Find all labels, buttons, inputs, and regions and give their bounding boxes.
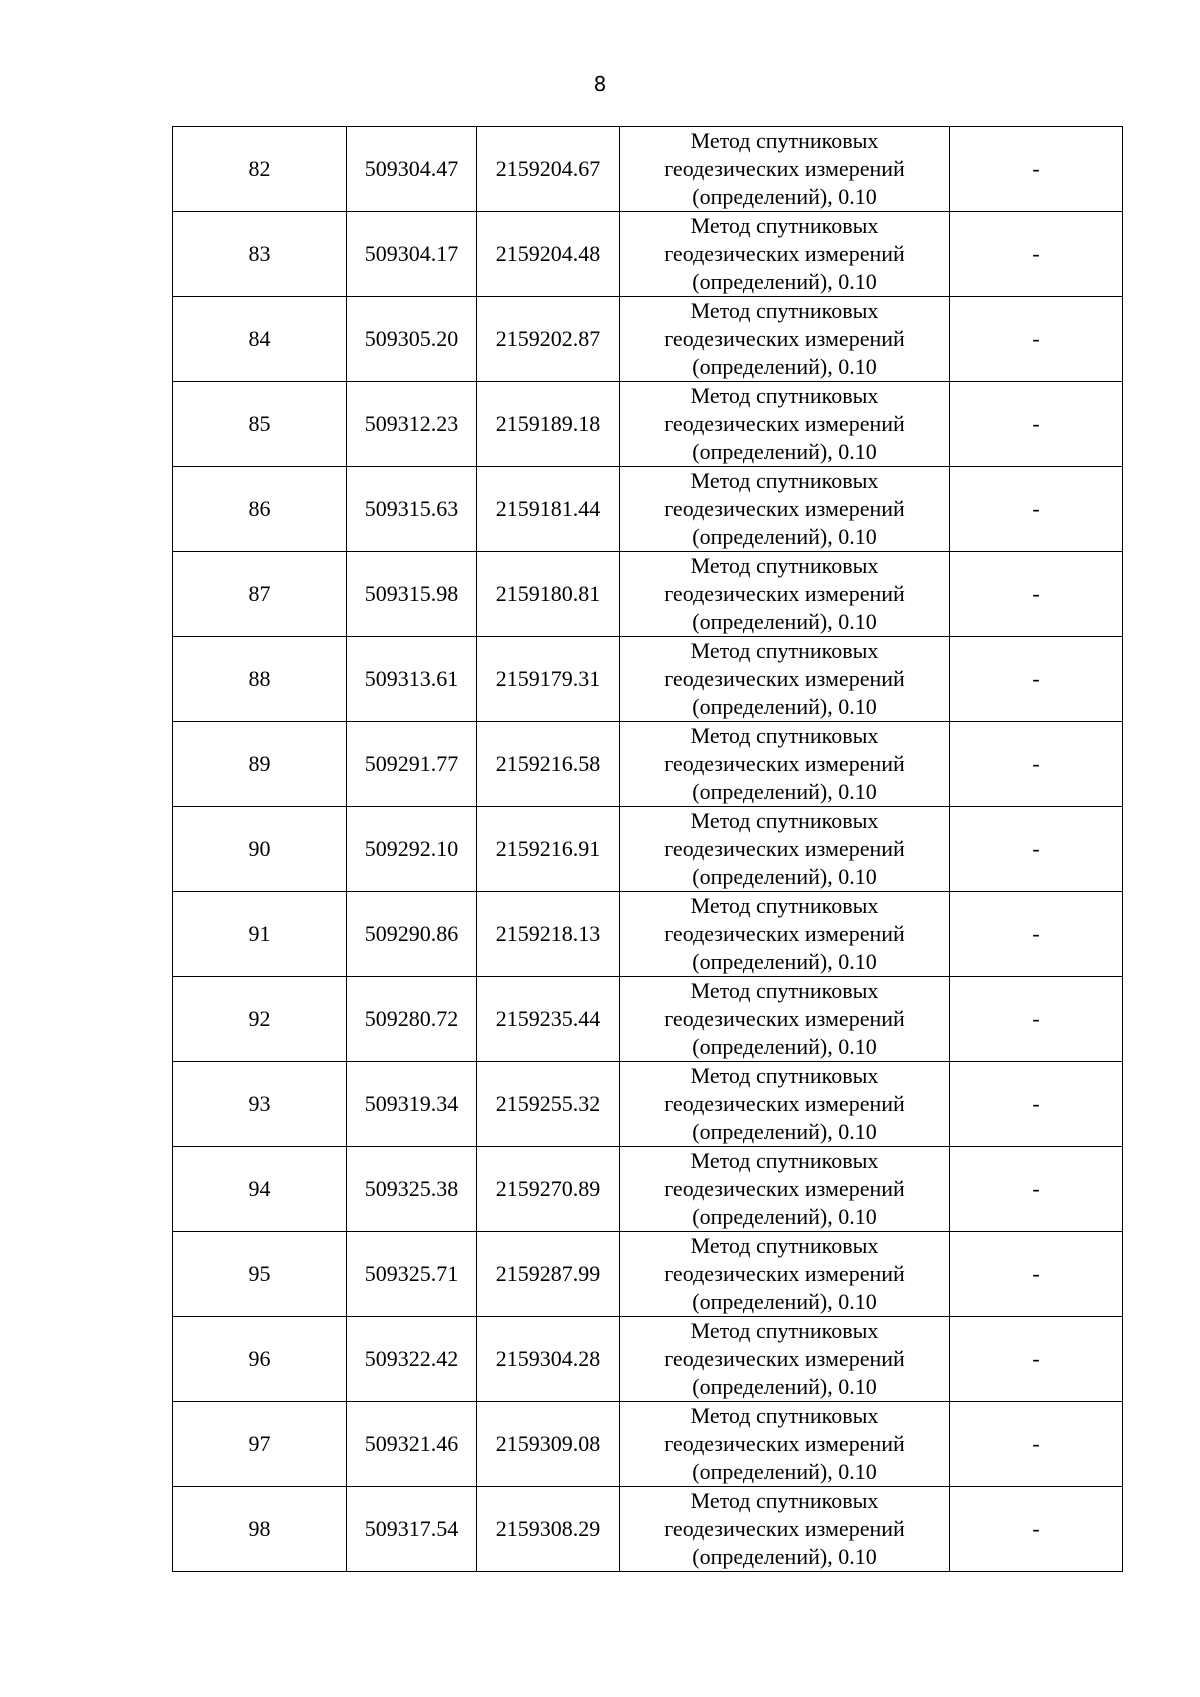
y-coordinate-cell: 2159189.18 [477, 382, 620, 467]
method-line: геодезических измерений [664, 496, 905, 521]
method-line: Метод спутниковых [690, 383, 879, 408]
method-cell [620, 552, 950, 637]
table-row [173, 1232, 1123, 1317]
x-coordinate-cell: 509292.10 [347, 807, 477, 892]
table-row [173, 212, 1123, 297]
method-line: геодезических измерений [664, 241, 905, 266]
method-line: Метод спутниковых [690, 1488, 879, 1513]
table-row [173, 1062, 1123, 1147]
method-line: Метод спутниковых [690, 1148, 879, 1173]
table-row [173, 382, 1123, 467]
table-row [173, 1147, 1123, 1232]
table-row [173, 977, 1123, 1062]
point-number-cell: 88 [173, 637, 347, 722]
method-line: геодезических измерений [664, 1431, 905, 1456]
note-cell: - [950, 892, 1123, 977]
note-cell: - [950, 297, 1123, 382]
table-row [173, 552, 1123, 637]
method-line: Метод спутниковых [690, 978, 879, 1003]
method-line: (определений), 0.10 [692, 354, 877, 379]
table-row [173, 892, 1123, 977]
method-line: (определений), 0.10 [692, 1374, 877, 1399]
y-coordinate-cell: 2159204.48 [477, 212, 620, 297]
method-line: Метод спутниковых [690, 1063, 879, 1088]
method-line: геодезических измерений [664, 1516, 905, 1541]
x-coordinate-cell: 509315.63 [347, 467, 477, 552]
method-cell [620, 1402, 950, 1487]
method-line: Метод спутниковых [690, 638, 879, 663]
method-line: (определений), 0.10 [692, 1119, 877, 1144]
note-cell: - [950, 637, 1123, 722]
table-row [173, 807, 1123, 892]
page-number: 8 [593, 72, 607, 96]
method-line: геодезических измерений [664, 1346, 905, 1371]
y-coordinate-cell: 2159235.44 [477, 977, 620, 1062]
method-cell [620, 807, 950, 892]
y-coordinate-cell: 2159287.99 [477, 1232, 620, 1317]
y-coordinate-cell: 2159202.87 [477, 297, 620, 382]
point-number-cell: 94 [173, 1147, 347, 1232]
x-coordinate-cell: 509304.17 [347, 212, 477, 297]
method-cell [620, 977, 950, 1062]
point-number-cell: 89 [173, 722, 347, 807]
method-cell [620, 467, 950, 552]
note-cell: - [950, 1487, 1123, 1572]
method-cell [620, 127, 950, 212]
y-coordinate-cell: 2159216.58 [477, 722, 620, 807]
method-line: (определений), 0.10 [692, 1544, 877, 1569]
method-line: (определений), 0.10 [692, 269, 877, 294]
note-cell: - [950, 1317, 1123, 1402]
point-number-cell: 92 [173, 977, 347, 1062]
note-cell: - [950, 807, 1123, 892]
table-row [173, 637, 1123, 722]
table-row [173, 127, 1123, 212]
coordinates-table-body [173, 127, 1123, 1572]
method-cell [620, 1317, 950, 1402]
method-line: Метод спутниковых [690, 1403, 879, 1428]
x-coordinate-cell: 509312.23 [347, 382, 477, 467]
x-coordinate-cell: 509321.46 [347, 1402, 477, 1487]
method-cell [620, 892, 950, 977]
method-line: геодезических измерений [664, 921, 905, 946]
point-number-cell: 91 [173, 892, 347, 977]
method-cell [620, 382, 950, 467]
point-number-cell: 98 [173, 1487, 347, 1572]
coordinates-table [172, 126, 1123, 1572]
y-coordinate-cell: 2159204.67 [477, 127, 620, 212]
method-line: Метод спутниковых [690, 213, 879, 238]
table-row [173, 1402, 1123, 1487]
method-line: Метод спутниковых [690, 1318, 879, 1343]
point-number-cell: 86 [173, 467, 347, 552]
x-coordinate-cell: 509290.86 [347, 892, 477, 977]
point-number-cell: 83 [173, 212, 347, 297]
method-line: геодезических измерений [664, 581, 905, 606]
y-coordinate-cell: 2159309.08 [477, 1402, 620, 1487]
method-cell [620, 637, 950, 722]
y-coordinate-cell: 2159180.81 [477, 552, 620, 637]
table-row [173, 1487, 1123, 1572]
method-cell [620, 722, 950, 807]
x-coordinate-cell: 509305.20 [347, 297, 477, 382]
y-coordinate-cell: 2159304.28 [477, 1317, 620, 1402]
y-coordinate-cell: 2159179.31 [477, 637, 620, 722]
note-cell: - [950, 1402, 1123, 1487]
table-row [173, 1317, 1123, 1402]
x-coordinate-cell: 509322.42 [347, 1317, 477, 1402]
note-cell: - [950, 1062, 1123, 1147]
method-line: геодезических измерений [664, 156, 905, 181]
point-number-cell: 93 [173, 1062, 347, 1147]
point-number-cell: 87 [173, 552, 347, 637]
method-line: Метод спутниковых [690, 128, 879, 153]
note-cell: - [950, 1147, 1123, 1232]
method-cell [620, 1147, 950, 1232]
note-cell: - [950, 382, 1123, 467]
note-cell: - [950, 552, 1123, 637]
method-line: геодезических измерений [664, 751, 905, 776]
method-line: Метод спутниковых [690, 298, 879, 323]
y-coordinate-cell: 2159270.89 [477, 1147, 620, 1232]
method-line: (определений), 0.10 [692, 1459, 877, 1484]
x-coordinate-cell: 509319.34 [347, 1062, 477, 1147]
method-line: (определений), 0.10 [692, 609, 877, 634]
x-coordinate-cell: 509304.47 [347, 127, 477, 212]
y-coordinate-cell: 2159308.29 [477, 1487, 620, 1572]
method-line: (определений), 0.10 [692, 1034, 877, 1059]
point-number-cell: 84 [173, 297, 347, 382]
x-coordinate-cell: 509325.38 [347, 1147, 477, 1232]
x-coordinate-cell: 509315.98 [347, 552, 477, 637]
point-number-cell: 97 [173, 1402, 347, 1487]
method-line: геодезических измерений [664, 836, 905, 861]
x-coordinate-cell: 509280.72 [347, 977, 477, 1062]
method-line: геодезических измерений [664, 1176, 905, 1201]
method-line: геодезических измерений [664, 1261, 905, 1286]
note-cell: - [950, 977, 1123, 1062]
y-coordinate-cell: 2159255.32 [477, 1062, 620, 1147]
method-line: (определений), 0.10 [692, 1204, 877, 1229]
method-line: (определений), 0.10 [692, 439, 877, 464]
y-coordinate-cell: 2159181.44 [477, 467, 620, 552]
method-line: Метод спутниковых [690, 723, 879, 748]
point-number-cell: 96 [173, 1317, 347, 1402]
y-coordinate-cell: 2159216.91 [477, 807, 620, 892]
method-cell [620, 1232, 950, 1317]
table-row [173, 722, 1123, 807]
method-line: Метод спутниковых [690, 808, 879, 833]
method-line: (определений), 0.10 [692, 694, 877, 719]
method-line: геодезических измерений [664, 411, 905, 436]
note-cell: - [950, 212, 1123, 297]
method-line: Метод спутниковых [690, 1233, 879, 1258]
note-cell: - [950, 722, 1123, 807]
point-number-cell: 90 [173, 807, 347, 892]
point-number-cell: 95 [173, 1232, 347, 1317]
method-line: геодезических измерений [664, 1091, 905, 1116]
x-coordinate-cell: 509317.54 [347, 1487, 477, 1572]
note-cell: - [950, 467, 1123, 552]
method-line: (определений), 0.10 [692, 1289, 877, 1314]
table-row [173, 297, 1123, 382]
note-cell: - [950, 1232, 1123, 1317]
method-line: Метод спутниковых [690, 893, 879, 918]
method-cell [620, 1487, 950, 1572]
point-number-cell: 82 [173, 127, 347, 212]
method-cell [620, 212, 950, 297]
method-cell [620, 297, 950, 382]
x-coordinate-cell: 509291.77 [347, 722, 477, 807]
x-coordinate-cell: 509325.71 [347, 1232, 477, 1317]
method-cell [620, 1062, 950, 1147]
method-line: (определений), 0.10 [692, 184, 877, 209]
note-cell: - [950, 127, 1123, 212]
method-line: Метод спутниковых [690, 468, 879, 493]
method-line: геодезических измерений [664, 666, 905, 691]
method-line: геодезических измерений [664, 326, 905, 351]
method-line: (определений), 0.10 [692, 864, 877, 889]
method-line: Метод спутниковых [690, 553, 879, 578]
method-line: (определений), 0.10 [692, 524, 877, 549]
method-line: (определений), 0.10 [692, 779, 877, 804]
method-line: (определений), 0.10 [692, 949, 877, 974]
y-coordinate-cell: 2159218.13 [477, 892, 620, 977]
table-row [173, 467, 1123, 552]
x-coordinate-cell: 509313.61 [347, 637, 477, 722]
method-line: геодезических измерений [664, 1006, 905, 1031]
point-number-cell: 85 [173, 382, 347, 467]
